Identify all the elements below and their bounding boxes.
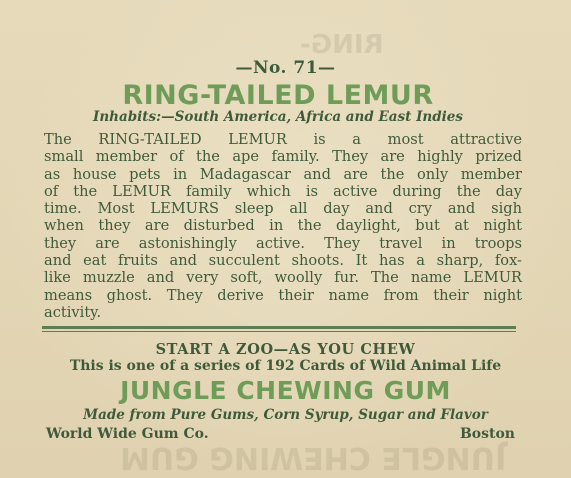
- description-line: time. Most LEMURS sleep all day and cry and sigh: [44, 200, 522, 218]
- brand-name: JUNGLE CHEWING GUM: [120, 376, 451, 405]
- divider-thin: [42, 331, 516, 332]
- ingredients-line: Made from Pure Gums, Corn Syrup, Sugar and Flavor: [83, 407, 488, 423]
- description-line: small member of the ape family. They are highly prized: [44, 148, 522, 166]
- description-line: like muzzle and very soft, woolly fur. The name LEMUR: [44, 269, 522, 287]
- series-note: This is one of a series of 192 Cards of Wild Animal Life: [69, 358, 502, 374]
- divider-thick: [42, 326, 516, 329]
- habitat-line: Inhabits:—South America, Africa and East Indies: [93, 109, 463, 125]
- card-title: RING-TAILED LEMUR: [122, 80, 434, 111]
- slogan: START A ZOO—AS YOU CHEW: [155, 341, 416, 358]
- description-line: they are astonishingly active. They travel in troops: [44, 234, 522, 252]
- description-line: of the LEMUR family which is active during the day: [44, 182, 522, 200]
- description: [44, 131, 522, 321]
- description-line: means ghost. They derive their name from their night: [44, 286, 522, 304]
- bleed-through-text: RING-: [300, 30, 384, 60]
- bleed-through-brand: JUNGLE CHEWING GUM: [120, 440, 507, 475]
- description-line: activity.: [44, 303, 102, 321]
- city: Boston: [459, 426, 515, 442]
- card-number: —No. 71—: [235, 58, 336, 78]
- manufacturer: World Wide Gum Co.: [46, 426, 209, 442]
- description-line: The RING-TAILED LEMUR is a most attractive: [44, 131, 522, 148]
- description-line: when they are disturbed in the daylight, but at night: [44, 217, 522, 235]
- description-line: and eat fruits and succulent shoots. It has a sharp, fox-: [44, 252, 522, 270]
- description-line: as house pets in Madagascar and are the only member: [44, 165, 522, 183]
